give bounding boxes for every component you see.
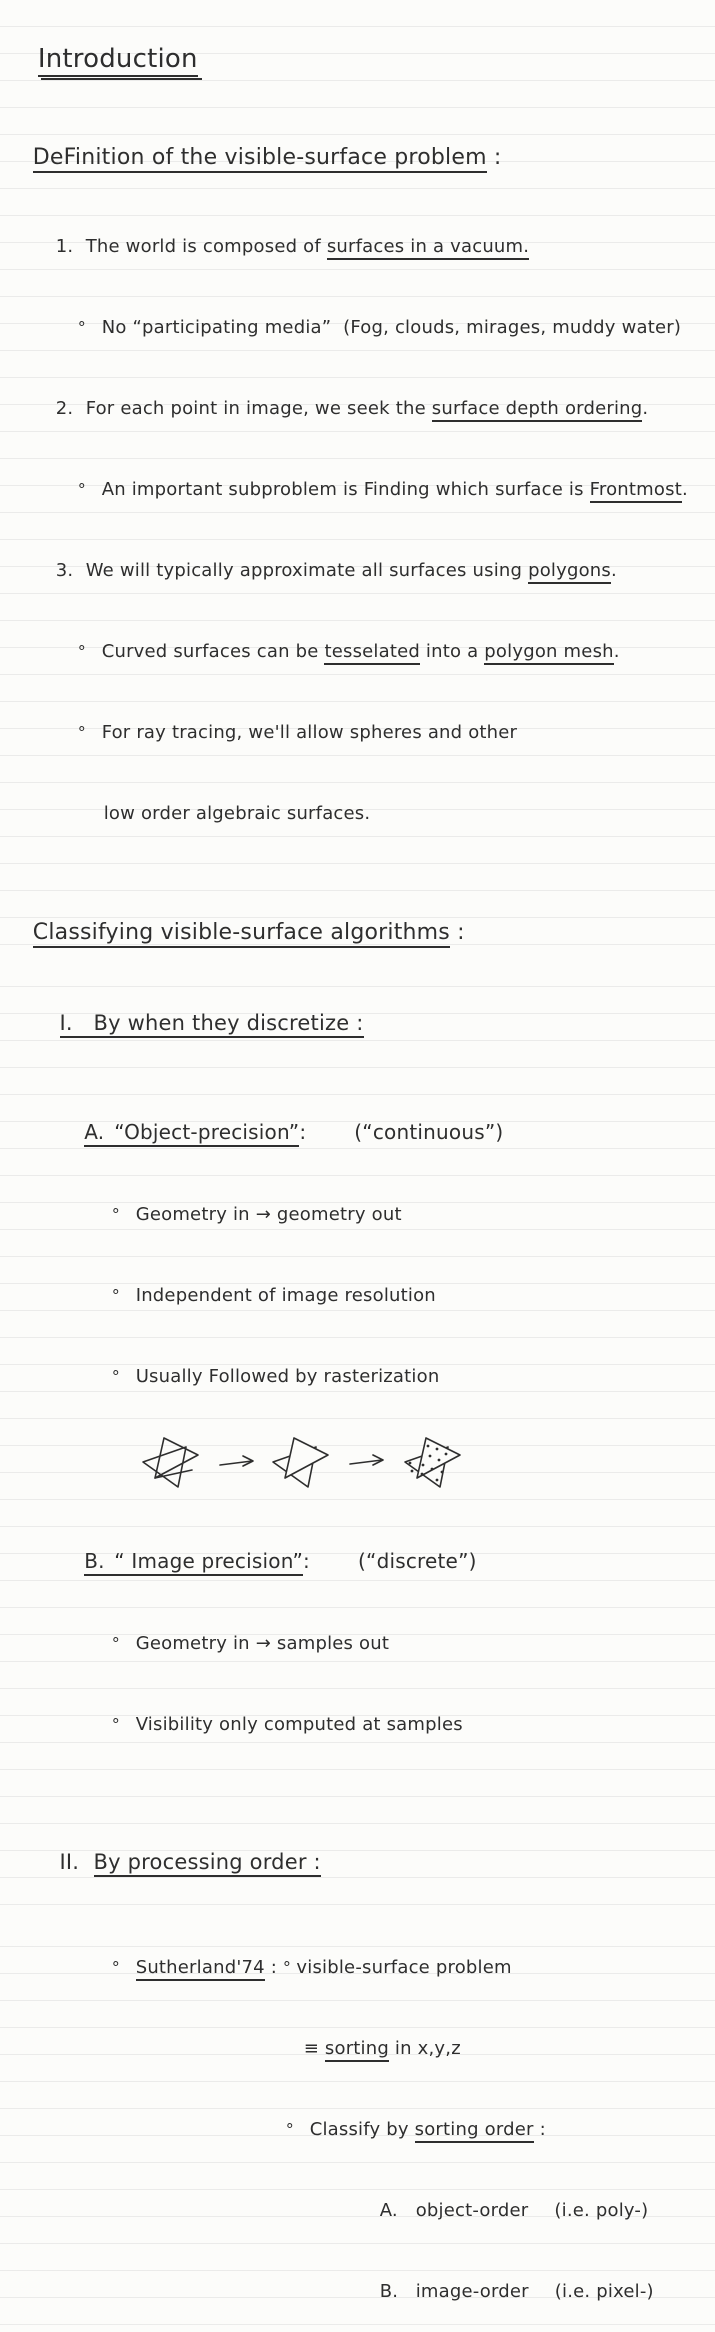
page-title-text: Introduction	[38, 44, 198, 77]
bullet-marker: °	[77, 480, 86, 499]
list-item	[88, 1684, 709, 1765]
item-marker: 2.	[55, 398, 74, 419]
pipeline-sketch-svg	[134, 1429, 504, 1501]
list-item-continuation	[80, 773, 709, 854]
text-segment: low order algebraic surfaces.	[103, 803, 371, 824]
underlined-term: surface depth ordering	[432, 398, 643, 422]
text-segment: image-order	[415, 2281, 529, 2302]
text-segment: The world is composed of	[85, 236, 327, 257]
aside-note: (“discrete”)	[358, 1549, 477, 1573]
bullet-marker: °	[285, 2120, 294, 2139]
bullet-marker: °	[111, 1958, 120, 1977]
list-item	[32, 368, 709, 449]
list-item	[32, 206, 709, 287]
section-marker: II.	[59, 1850, 80, 1874]
arrow-icon	[350, 1455, 383, 1465]
section-i-underline	[60, 1011, 364, 1038]
text-segment: We will typically approximate all surfaces using	[85, 560, 529, 581]
overlapping-polygons-sketch	[143, 1438, 198, 1487]
text-segment: .	[613, 641, 620, 662]
list-item	[54, 287, 709, 368]
bullet-marker: °	[111, 1205, 120, 1224]
text-segment: .	[681, 479, 688, 500]
object-precision-heading	[58, 1090, 709, 1174]
bullet-marker: °	[111, 1286, 120, 1305]
underlined-term: tesselated	[324, 641, 420, 665]
text-segment: Independent of image resolution	[135, 1285, 436, 1306]
item-title: “Object-precision”	[114, 1120, 300, 1144]
item-marker: 3.	[55, 560, 74, 581]
text-segment: in x,y,z	[389, 2038, 461, 2059]
definition-heading	[4, 110, 709, 206]
underlined-term: surfaces in a vacuum.	[327, 236, 529, 260]
definition-heading-text: DeFinition of the visible-surface problem	[33, 145, 487, 173]
list-item	[54, 611, 709, 692]
bullet-marker: °	[282, 1958, 297, 1977]
bullet-marker: °	[77, 723, 86, 742]
list-item	[88, 1603, 709, 1684]
hidden-surfaces-resolved-sketch	[273, 1438, 328, 1487]
section-i-heading	[32, 978, 709, 1068]
classifying-heading-text: Classifying visible-surface algorithms	[33, 920, 450, 948]
list-item	[54, 449, 709, 530]
item-marker: B.	[84, 1549, 105, 1573]
text-segment: Curved surfaces can be	[101, 641, 325, 662]
sutherland-item	[88, 1927, 709, 2008]
text-segment: :	[533, 2119, 546, 2140]
rasterized-polygons-sketch	[405, 1438, 460, 1487]
arrow-icon	[220, 1456, 253, 1466]
classifying-heading	[4, 888, 709, 978]
bullet-marker: °	[111, 1634, 120, 1653]
text-segment: :	[303, 1549, 310, 1573]
list-item	[88, 1255, 709, 1336]
definition-heading-colon: :	[486, 145, 502, 170]
image-precision-underline	[84, 1549, 303, 1576]
item-marker: A.	[379, 2200, 398, 2221]
order-item-a	[356, 2170, 709, 2251]
text-segment: No “participating media” (Fog, clouds, mirages, muddy water)	[101, 317, 682, 338]
equivalence-symbol: ≡	[303, 2038, 325, 2059]
section-title: By processing order :	[94, 1850, 321, 1877]
item-marker: A.	[84, 1120, 105, 1144]
equivalence-line	[280, 2008, 709, 2089]
text-segment: Usually Followed by rasterization	[135, 1366, 440, 1387]
classify-by-sorting-line	[262, 2089, 709, 2170]
text-segment: Geometry in → geometry out	[135, 1204, 402, 1225]
underlined-term: sorting order	[415, 2119, 534, 2143]
text-segment: For each point in image, we seek the	[85, 398, 432, 419]
item-marker: B.	[379, 2281, 399, 2302]
page-title	[4, 8, 709, 110]
bullet-marker: °	[77, 642, 86, 661]
text-segment: :	[264, 1957, 283, 1978]
underlined-term: sorting	[325, 2038, 389, 2062]
bullet-marker: °	[77, 318, 86, 337]
aside-note: (“continuous”)	[354, 1120, 504, 1144]
text-segment: Classify by	[309, 2119, 415, 2140]
rasterization-pipeline-diagram	[134, 1429, 709, 1505]
section-marker: I.	[59, 1011, 73, 1035]
aside-note: (i.e. poly-)	[554, 2200, 649, 2221]
bullet-marker: °	[111, 1367, 120, 1386]
item-title: “ Image precision”	[114, 1549, 304, 1573]
underlined-term: Frontmost	[590, 479, 682, 503]
list-item	[32, 530, 709, 611]
section-title: By when they discretize :	[93, 1011, 364, 1035]
classifying-heading-colon: :	[449, 920, 465, 945]
text-segment: visible-surface problem	[296, 1957, 512, 1978]
image-precision-heading	[58, 1519, 709, 1603]
order-item-b	[356, 2251, 709, 2332]
aside-note: (i.e. pixel-)	[554, 2281, 654, 2302]
text-segment: An important subproblem is Finding which surface is	[101, 479, 590, 500]
section-ii-heading	[32, 1817, 709, 1907]
list-item	[54, 692, 709, 773]
text-segment: Geometry in → samples out	[135, 1633, 390, 1654]
underlined-term: polygons	[528, 560, 611, 584]
underlined-term: Sutherland'74	[136, 1957, 265, 1981]
list-item	[88, 1336, 709, 1417]
text-segment: .	[642, 398, 649, 419]
object-precision-underline	[84, 1120, 299, 1147]
item-marker: 1.	[55, 236, 74, 257]
text-segment: For ray tracing, we'll allow spheres and other	[101, 722, 518, 743]
bullet-marker: °	[111, 1715, 120, 1734]
text-segment: object-order	[415, 2200, 529, 2221]
text-segment: into a	[420, 641, 485, 662]
text-segment: .	[610, 560, 617, 581]
text-segment: Visibility only computed at samples	[135, 1714, 463, 1735]
text-segment: :	[299, 1120, 307, 1144]
underlined-term: polygon mesh	[484, 641, 613, 665]
list-item	[88, 1174, 709, 1255]
